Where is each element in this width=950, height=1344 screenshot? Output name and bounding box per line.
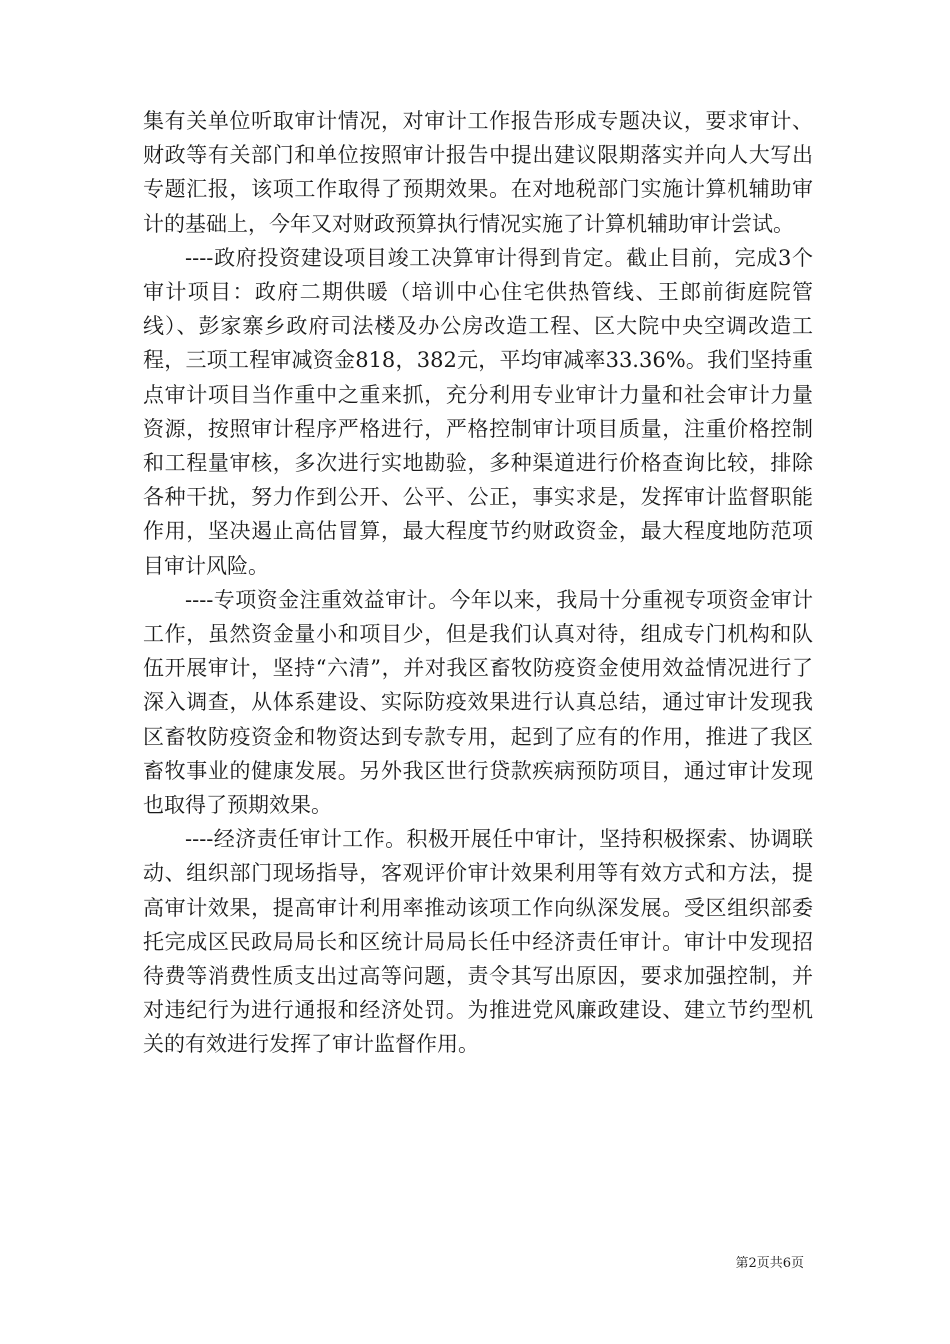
paragraph-economic-responsibility-audit: ----经济责任审计工作。积极开展任中审计，坚持积极探索、协调联动、组织部门现场指导，客观评价审计效果利用等有效方式和方法，提高审计效果，提高审计利用率推动该项工作向纵深发展。受区组织部委托完成区民政局局长和区统计局局长任中经济责任审计。审计中发现招待费等消费性质支出过高等问题，责令其写出原因，要求加强控制，并对违纪行为进行通报和经济处罚。为推进党风廉政建设、建立节约型机关的有效进行发挥了审计监督作用。 (143, 827, 813, 1057)
paragraph-continuation: 集有关单位听取审计情况，对审计工作报告形成专题决议，要求审计、财政等有关部门和单位按照审计报告中提出建议限期落实并向人大写出专题汇报，该项工作取得了预期效果。在对地税部门实施计算机辅助审计的基础上，今年又对财政预算执行情况实施了计算机辅助审计尝试。 (143, 109, 813, 236)
paragraph-investment-audit: ----政府投资建设项目竣工决算审计得到肯定。截止目前，完成3个审计项目：政府二期供暖（培训中心住宅供热管线、王郎前街庭院管线）、彭家寨乡政府司法楼及办公房改造工程、区大院中央空调改造工程，三项工程审减资金818，382元，平均审减率33.36%。我们坚持重点审计项目当作重中之重来抓，充分利用专业审计力量和社会审计力量资源，按照审计程序严格进行，严格控制审计项目质量，注重价格控制和工程量审核，多次进行实地勘验，多种渠道进行价格查询比较，排除各种干扰，努力作到公开、公平、公正，事实求是，发挥审计监督职能作用，坚决遏止高估冒算，最大程度节约财政资金，最大程度地防范项目审计风险。 (143, 245, 813, 578)
document-body (143, 104, 813, 1062)
paragraph-special-funds-audit: ----专项资金注重效益审计。今年以来，我局十分重视专项资金审计工作，虽然资金量小和项目少，但是我们认真对待，组成专门机构和队伍开展审计，坚持“六清”，并对我区畜牧防疫资金使用效益情况进行了深入调查，从体系建设、实际防疫效果进行认真总结，通过审计发现我区畜牧防疫资金和物资达到专款专用，起到了应有的作用，推进了我区畜牧事业的健康发展。另外我区世行贷款疾病预防项目，通过审计发现也取得了预期效果。 (143, 587, 813, 818)
page-number: 第2页共6页 (735, 1256, 804, 1271)
